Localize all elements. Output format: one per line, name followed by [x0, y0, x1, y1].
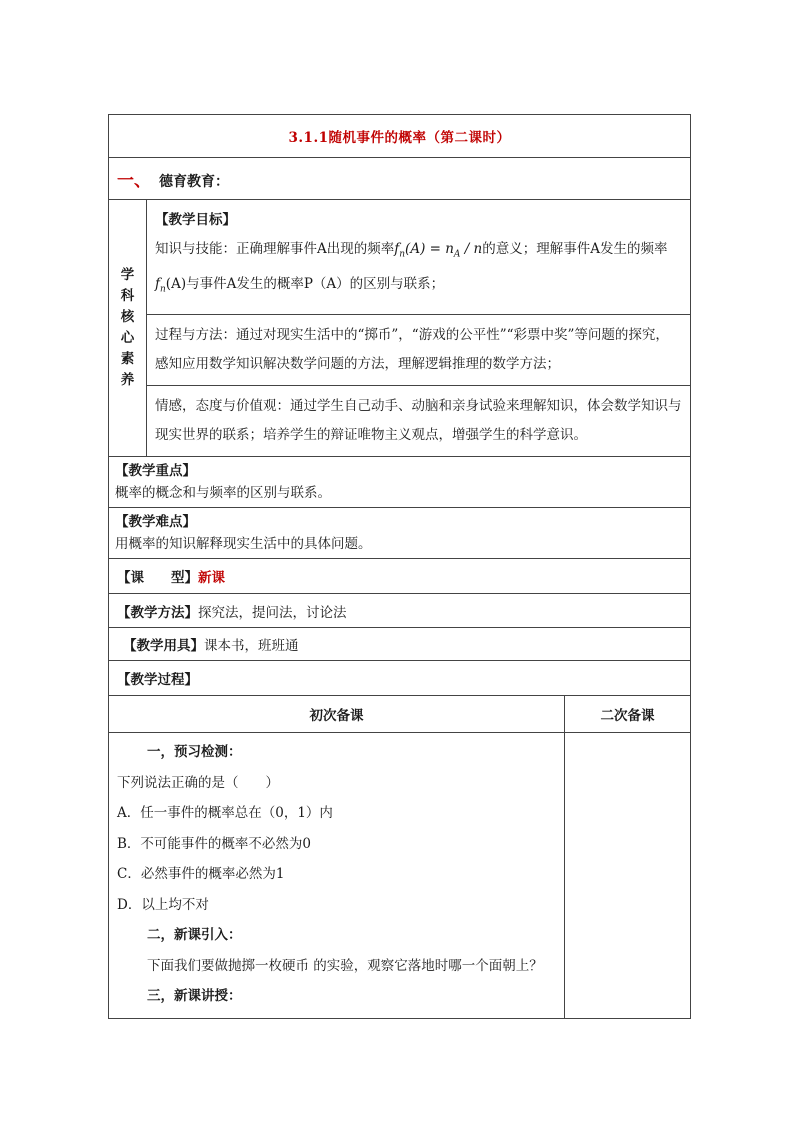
- knowledge-text: 知识与技能：正确理解事件A出现的频率$f_n(A) = n_A / n$的意义；理解事件A发生的频率$f_n(A)$与事件A发生的概率P（A）的区别与联系；: [155, 241, 668, 295]
- intro-heading: 二，新课引入：: [147, 927, 242, 943]
- tools-value: 课本书，班班通: [204, 638, 299, 654]
- question-stem: 下列说法正确的是（ ）: [117, 774, 279, 791]
- intro-text: 下面我们要做抛掷一枚硬币 的实验，观察它落地时哪一个面朝上？: [147, 957, 543, 974]
- methods-heading: 【教学方法】: [117, 604, 198, 621]
- second-prep-content: [565, 733, 691, 1019]
- second-prep-header: 二次备课: [565, 696, 691, 733]
- lesson-type-row: [109, 559, 691, 594]
- difficulties-text: 用概率的知识解释现实生活中的具体问题。: [115, 536, 372, 552]
- methods-row: [109, 594, 691, 628]
- lecture-heading: 三，新课讲授：: [147, 988, 242, 1004]
- moral-education-row: [109, 158, 691, 200]
- difficulties: [109, 508, 691, 559]
- key-points: [109, 457, 691, 508]
- preview-check-heading: 一，预习检测：: [147, 744, 242, 760]
- process-goal: 过程与方法：通过对现实生活中的“掷币”，“游戏的公平性”“彩票中奖”等问题的探究，感知应用数学知识解决数学问题的方法，理解逻辑推理的数学方法；: [147, 315, 691, 386]
- option-a: A．任一事件的概率总在（0，1）内: [117, 805, 333, 821]
- first-prep-header: 初次备课: [109, 696, 565, 733]
- core-literacy-label: 学 科 核 心 素 养: [109, 200, 147, 457]
- goals-heading: 【教学目标】: [155, 212, 236, 228]
- page-title: 3.1.1随机事件的概率（第二课时）: [109, 115, 691, 158]
- lesson-type-value: 新课: [198, 570, 225, 586]
- lesson-plan-table: [108, 114, 691, 1019]
- lesson-type-heading: 【课 型】: [117, 570, 198, 586]
- option-c: C．必然事件的概率必然为1: [117, 866, 285, 882]
- tools-row: [109, 628, 691, 661]
- tools-heading: 【教学用具】: [123, 638, 204, 654]
- key-points-heading: 【教学重点】: [115, 463, 196, 479]
- methods-value: 探究法，提问法，讨论法: [198, 604, 347, 621]
- process-heading: 【教学过程】: [109, 661, 691, 696]
- knowledge-goal: [147, 200, 691, 315]
- lesson-plan-sheet: [108, 114, 690, 1019]
- option-d: D．以上均不对: [117, 896, 209, 913]
- key-points-text: 概率的概念和与频率的区别与联系。: [115, 485, 331, 501]
- first-prep-content: [109, 733, 565, 1019]
- difficulties-heading: 【教学难点】: [115, 514, 196, 530]
- section-number: 一、: [117, 171, 151, 191]
- moral-education-label: 德育教育：: [159, 174, 229, 190]
- option-b: B．不可能事件的概率不必然为0: [117, 835, 312, 852]
- emotion-goal: 情感，态度与价值观：通过学生自己动手、动脑和亲身试验来理解知识，体会数学知识与现实世界的联系；培养学生的辩证唯物主义观点，增强学生的科学意识。: [147, 386, 691, 457]
